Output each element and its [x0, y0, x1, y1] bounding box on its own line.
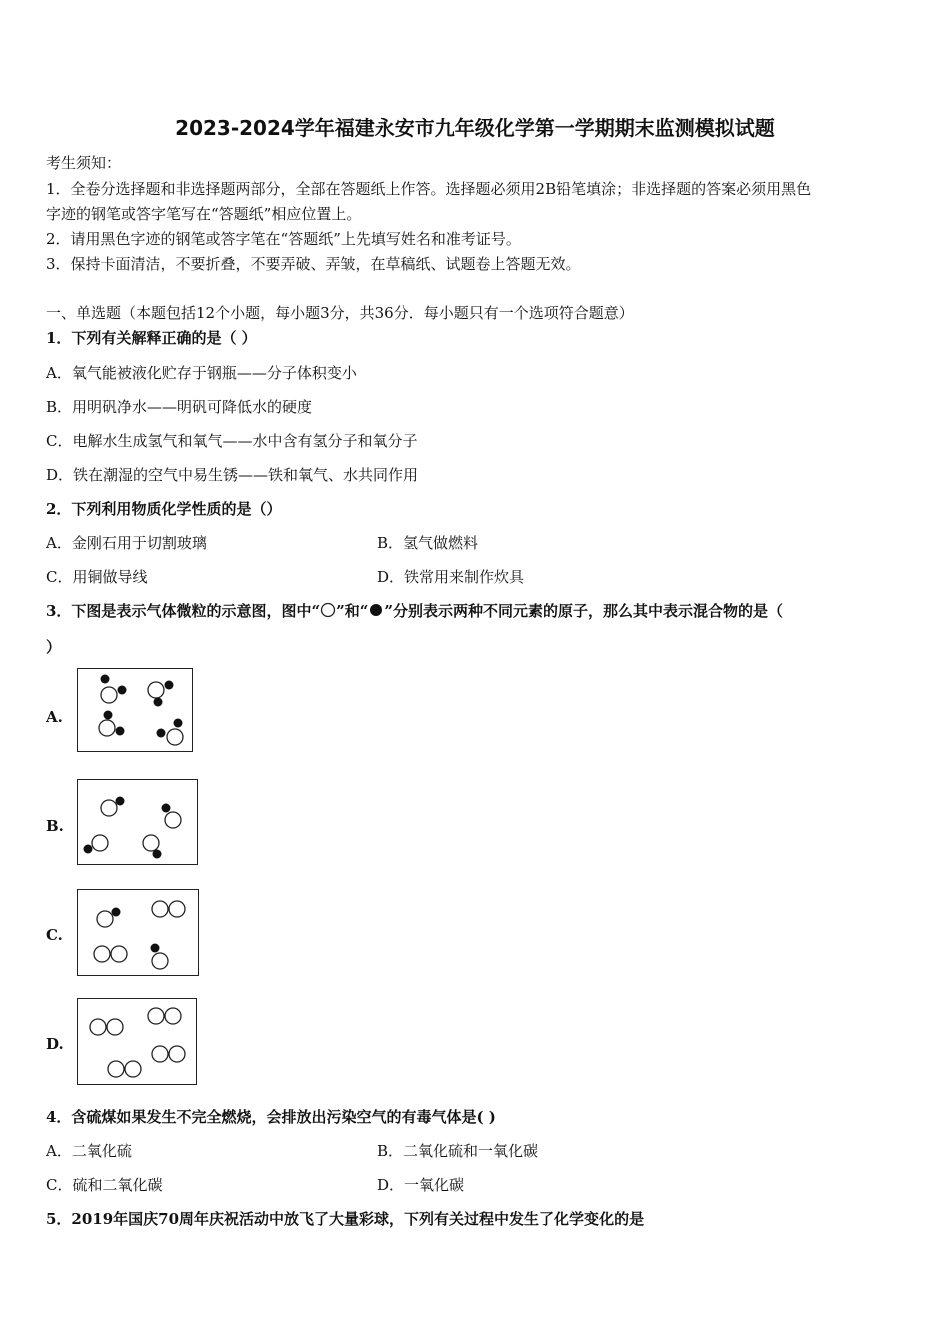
question-3-stem [46, 600, 783, 621]
question-5-stem: 5．2019年国庆70周年庆祝活动中放飞了大量彩球，下列有关过程中发生了化学变化的是 [46, 1210, 645, 1228]
q1-option-b: B．用明矾净水——明矾可降低水的硬度 [46, 398, 313, 416]
notice-item: 字迹的钢笔或答字笔写在“答题纸”相应位置上。 [46, 205, 362, 223]
notice-item: 3．保持卡面清洁，不要折叠，不要弄破、弄皱，在草稿纸、试题卷上答题无效。 [46, 255, 581, 273]
molecule [99, 711, 125, 737]
q3-figure-c [77, 889, 199, 976]
notice-heading: 考生须知： [46, 154, 122, 172]
molecule [157, 719, 184, 746]
white-atom-icon [320, 602, 336, 618]
q3-figure-d [77, 998, 197, 1085]
q2-option-c: C．用铜做导线 [46, 568, 148, 586]
molecule [152, 901, 185, 917]
notice-item: 2．请用黑色字迹的钢笔或答字笔在“答题纸”上先填写姓名和准考证号。 [46, 230, 521, 248]
q1-option-a: A．氧气能被液化贮存于钢瓶——分子体积变小 [46, 364, 357, 382]
section-heading: 一、单选题（本题包括12个小题，每小题3分，共36分．每小题只有一个选项符合题意） [46, 304, 634, 322]
molecule [143, 835, 162, 859]
black-atom-icon [368, 602, 384, 618]
q3-stem-end: ） [46, 638, 62, 656]
q4-option-c: C．硫和二氧化碳 [46, 1176, 163, 1194]
molecule [151, 944, 169, 970]
molecule [152, 1046, 185, 1062]
q3-figure-a [77, 668, 193, 752]
q4-option-b: B．二氧化硫和一氧化碳 [377, 1142, 539, 1160]
molecule [97, 908, 121, 928]
q3-option-d-label: D. [46, 1035, 64, 1053]
molecule [108, 1061, 141, 1077]
q2-option-d: D．铁常用来制作炊具 [377, 568, 525, 586]
q3-stem-part: ”分别表示两种不同元素的原子，那么其中表示混合物的是（ [384, 602, 783, 620]
q2-option-a: A．金刚石用于切割玻璃 [46, 534, 207, 552]
q2-option-b: B．氢气做燃料 [377, 534, 479, 552]
question-4-stem: 4．含硫煤如果发生不完全燃烧，会排放出污染空气的有毒气体是( ) [46, 1108, 496, 1126]
q3-option-b-label: B. [46, 817, 64, 835]
molecule [162, 804, 182, 829]
q4-option-a: A．二氧化硫 [46, 1142, 132, 1160]
question-1-stem: 1．下列有关解释正确的是（ ） [46, 329, 257, 347]
molecule [90, 1019, 123, 1035]
molecule [84, 835, 109, 854]
molecule [148, 681, 174, 707]
q3-stem-part: 3．下图是表示气体微粒的示意图，图中“ [46, 602, 321, 620]
question-2-stem: 2．下列利用物质化学性质的是（） [46, 500, 282, 518]
molecule [148, 1008, 181, 1024]
q4-option-d: D．一氧化碳 [377, 1176, 465, 1194]
molecule [94, 946, 127, 962]
notice-item: 1．全卷分选择题和非选择题两部分，全部在答题纸上作答。选择题必须用2B铅笔填涂；非选择题的答案必须用黑色 [46, 180, 812, 198]
q1-option-c: C．电解水生成氢气和氧气——水中含有氢分子和氧分子 [46, 432, 418, 450]
q3-option-c-label: C. [46, 926, 63, 944]
molecule [101, 675, 127, 704]
q3-stem-part: ”和“ [336, 602, 369, 620]
q3-figure-b [77, 779, 198, 865]
molecule [101, 797, 125, 817]
page-title: 2023-2024学年福建永安市九年级化学第一学期期末监测模拟试题 [175, 116, 775, 140]
q1-option-d: D．铁在潮湿的空气中易生锈——铁和氧气、水共同作用 [46, 466, 419, 484]
q3-option-a-label: A. [46, 708, 63, 726]
